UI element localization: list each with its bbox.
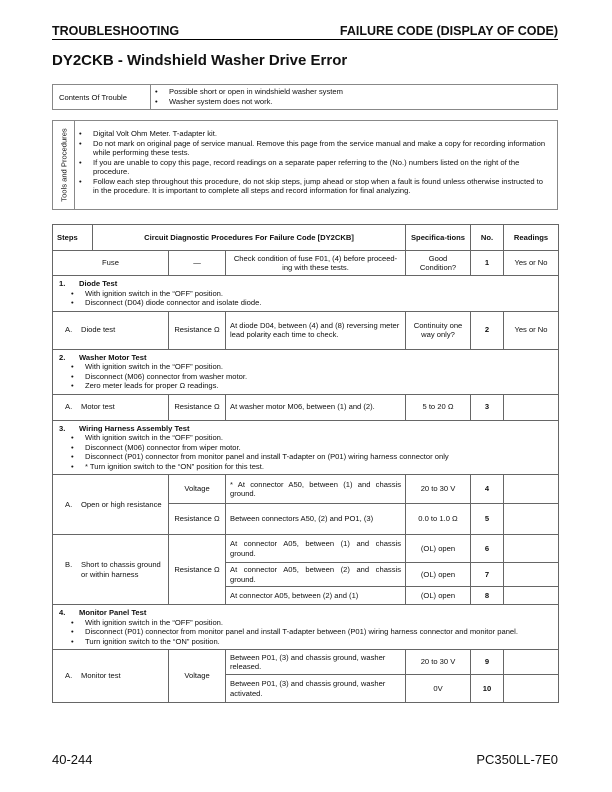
tools-item: • If you are unable to copy this page, record readings on a separate paper referring to the (No.) numbers listed on the right of the procedure. bbox=[75, 158, 549, 177]
contents-item: • Possible short or open in windshield washer system bbox=[151, 87, 343, 97]
step-item: • Turn ignition switch to the “ON” position. bbox=[59, 637, 552, 647]
section-washer-motor-test: 2. Washer Motor Test • With ignition switch in the “OFF” position. • Disconnect (M06) connector from washer motor. • Zero meter leads for proper Ω readings. bbox=[53, 349, 559, 394]
cell-spec: 20 to 30 V bbox=[406, 475, 471, 504]
cell-no: 6 bbox=[471, 535, 504, 563]
step-item: • Disconnect (M06) connector from washer motor. bbox=[59, 372, 552, 382]
table-row bbox=[53, 535, 559, 563]
tools-item: • Digital Volt Ohm Meter. T-adapter kit. bbox=[75, 129, 549, 139]
model-code: PC350LL-7E0 bbox=[476, 752, 558, 767]
cell-type: — bbox=[169, 251, 226, 276]
cell-spec: (OL) open bbox=[406, 535, 471, 563]
cell-no: 1 bbox=[471, 251, 504, 276]
cell-spec: 20 to 30 V bbox=[406, 650, 471, 675]
cell-label: A. Diode test bbox=[53, 311, 169, 349]
cell-no: 4 bbox=[471, 475, 504, 504]
section-title: Wiring Harness Assembly Test bbox=[79, 423, 190, 433]
step-item: • Disconnect (M06) connector from wiper motor. bbox=[59, 443, 552, 453]
col-procedures: Circuit Diagnostic Procedures For Failure Code [DY2CKB] bbox=[93, 225, 406, 251]
table-row bbox=[53, 475, 559, 504]
cell-no: 9 bbox=[471, 650, 504, 675]
tools-label: Tools and Procedures bbox=[59, 128, 68, 202]
contents-label: Contents Of Trouble bbox=[53, 85, 151, 109]
cell-spec: Continuity one way only? bbox=[406, 311, 471, 349]
table-row bbox=[53, 311, 559, 349]
section-title: Diode Test bbox=[79, 279, 118, 288]
cell-spec: 5 to 20 Ω bbox=[406, 394, 471, 420]
cell-spec: 0.0 to 1.0 Ω bbox=[406, 504, 471, 535]
col-no: No. bbox=[471, 225, 504, 251]
cell-desc: Between connectors A50, (2) and PO1, (3) bbox=[226, 504, 406, 535]
cell-reading[interactable] bbox=[504, 587, 559, 605]
step-item: • With ignition switch in the “OFF” position. bbox=[59, 362, 552, 372]
step-item: • Disconnect (P01) connector from monitor panel and install T-adapter on (P01) wiring harness connector only bbox=[59, 452, 552, 462]
step-item: • With ignition switch in the “OFF” position. bbox=[59, 289, 552, 299]
cell-type: Resistance Ω bbox=[169, 504, 226, 535]
cell-reading[interactable] bbox=[504, 504, 559, 535]
header-section: TROUBLESHOOTING bbox=[52, 24, 180, 38]
step-item: • With ignition switch in the “OFF” position. bbox=[59, 618, 552, 628]
cell-desc: At diode D04, between (4) and (8) reversing meter lead polarity each time to check. bbox=[226, 311, 406, 349]
contents-of-trouble bbox=[52, 84, 558, 110]
cell-label: B. Short to chassis ground or within harness bbox=[53, 535, 169, 605]
cell-desc: Check condition of fuse F01, (4) before proceed-ing with these tests. bbox=[226, 251, 406, 276]
cell-desc: Between P01, (3) and chassis ground, washer activated. bbox=[226, 675, 406, 703]
header-topic: FAILURE CODE (DISPLAY OF CODE) bbox=[339, 24, 558, 38]
step-item: • With ignition switch in the “OFF” position. bbox=[59, 433, 552, 443]
cell-type: Voltage bbox=[169, 475, 226, 504]
cell-reading[interactable]: Yes or No bbox=[504, 311, 559, 349]
cell-type: Resistance Ω bbox=[169, 535, 226, 605]
section-wiring-harness-test: 3. Wiring Harness Assembly Test • With ignition switch in the “OFF” position. • Disconnect (M06) connector from wiper motor. • Disconnect (P01) connector from monitor panel and install T-adapter on (P01) wiring harness connector only • * Turn ignition switch to the “ON” position for this test. bbox=[53, 420, 559, 475]
cell-no: 8 bbox=[471, 587, 504, 605]
cell-desc: At washer motor M06, between (1) and (2). bbox=[226, 394, 406, 420]
tools-label-cell bbox=[53, 121, 75, 209]
diagnostic-table bbox=[52, 224, 559, 703]
cell-desc: Between P01, (3) and chassis ground, washer released. bbox=[226, 650, 406, 675]
cell-spec: Good Condition? bbox=[406, 251, 471, 276]
section-num: 1. bbox=[59, 279, 66, 288]
col-readings: Readings bbox=[504, 225, 559, 251]
section-monitor-panel-test: 4. Monitor Panel Test • With ignition switch in the “OFF” position. • Disconnect (P01) connector from monitor panel and install T-adapter between (P01) wiring harness connector and monitor panel. • Turn ignition switch to the “ON” position. bbox=[53, 605, 559, 650]
cell-type: Resistance Ω bbox=[169, 311, 226, 349]
cell-no: 10 bbox=[471, 675, 504, 703]
cell-label: A. Monitor test bbox=[53, 650, 169, 703]
section-title: Washer Motor Test bbox=[79, 352, 147, 362]
contents-item: • Washer system does not work. bbox=[151, 97, 343, 107]
cell-type: Voltage bbox=[169, 650, 226, 703]
running-header bbox=[52, 24, 558, 40]
section-diode-test bbox=[53, 276, 559, 312]
cell-desc: At connector A05, between (2) and (1) bbox=[226, 587, 406, 605]
step-item: • * Turn ignition switch to the “ON” position for this test. bbox=[59, 462, 552, 472]
cell-desc: At connector A05, between (2) and chassis ground. bbox=[226, 563, 406, 587]
step-item: • Disconnect (P01) connector from monitor panel and install T-adapter between (P01) wiring harness connector and monitor panel. bbox=[59, 627, 552, 637]
cell-spec: (OL) open bbox=[406, 587, 471, 605]
cell-spec: 0V bbox=[406, 675, 471, 703]
cell-reading[interactable] bbox=[504, 535, 559, 563]
table-row bbox=[53, 650, 559, 675]
cell-no: 3 bbox=[471, 394, 504, 420]
step-item: • Disconnect (D04) diode connector and isolate diode. bbox=[59, 298, 552, 308]
cell-no: 5 bbox=[471, 504, 504, 535]
table-header bbox=[53, 225, 559, 251]
step-item: • Zero meter leads for proper Ω readings. bbox=[59, 381, 552, 391]
cell-no: 7 bbox=[471, 563, 504, 587]
page-title: DY2CKB - Windshield Washer Drive Error bbox=[52, 52, 348, 69]
cell-label: Fuse bbox=[53, 251, 169, 276]
cell-reading[interactable] bbox=[504, 675, 559, 703]
table-row bbox=[53, 251, 559, 276]
section-title: Monitor Panel Test bbox=[79, 608, 147, 617]
cell-no: 2 bbox=[471, 311, 504, 349]
cell-reading[interactable] bbox=[504, 563, 559, 587]
table-row bbox=[53, 394, 559, 420]
col-spec: Specifica-tions bbox=[406, 225, 471, 251]
tools-item: • Follow each step throughout this procedure, do not skip steps, jump ahead or stop when a fault is found unless otherwise instructed to in the procedure. It is important to complete all steps and record information for final analyzing. bbox=[75, 177, 549, 196]
cell-reading[interactable] bbox=[504, 650, 559, 675]
cell-label: A. Open or high resistance bbox=[53, 475, 169, 535]
col-steps: Steps bbox=[53, 225, 93, 251]
cell-desc: * At connector A50, between (1) and chassis ground. bbox=[226, 475, 406, 504]
cell-type: Resistance Ω bbox=[169, 394, 226, 420]
cell-desc: At connector A05, between (1) and chassis ground. bbox=[226, 535, 406, 563]
tools-and-procedures bbox=[52, 120, 558, 210]
cell-spec: (OL) open bbox=[406, 563, 471, 587]
cell-reading[interactable] bbox=[504, 475, 559, 504]
cell-label: A. Motor test bbox=[53, 394, 169, 420]
cell-reading[interactable] bbox=[504, 394, 559, 420]
cell-reading[interactable]: Yes or No bbox=[504, 251, 559, 276]
tools-item: • Do not mark on original page of service manual. Remove this page from the service manual and make a copy for recording information while performing these tests. bbox=[75, 139, 549, 158]
page-number: 40-244 bbox=[52, 752, 93, 767]
